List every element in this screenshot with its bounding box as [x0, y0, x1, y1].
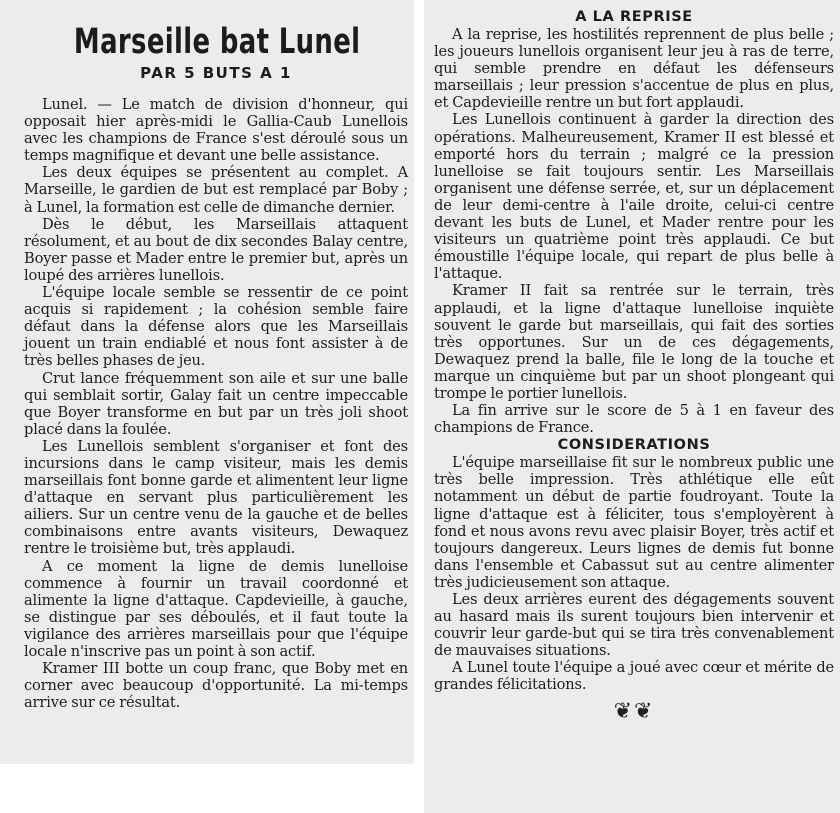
article-title: Marseille bat Lunel: [73, 22, 361, 62]
paragraph: Dès le début, les Marseillais attaquent résolument, et au bout de dix secondes Balay centre, Boyer passe et Mader entre le premier but, après un loupé des arrières lunellois.: [24, 215, 408, 284]
article-subtitle: PAR 5 BUTS A 1: [140, 64, 292, 82]
article-column-right: [424, 0, 840, 813]
paragraph: A ce moment la ligne de demis lunelloise commence à fournir un travail coordonné et alimente la ligne d'attaque. Capdevieille, à gauche, se distingue par ses déboulés, et il faut toute la vigilance des arrières marseillais pour que l'équipe locale n'inscrive pas un point à son actif.: [24, 557, 408, 660]
paragraph: Kramer III botte un coup franc, que Boby met en corner avec beaucoup d'opportunité. La mi-temps arrive sur ce résultat.: [24, 660, 408, 712]
paragraph: Kramer II fait sa rentrée sur le terrain, très applaudi, et la ligne d'attaque lunelloise inquiète souvent le garde but marseillais, qui fait des sorties très opportunes. Sur un de ces dégagements, Dewaquez prend la balle, file le long de la touche et marque un cinquième but par un shoot plongeant qui trompe le portier lunellois.: [434, 282, 834, 402]
paragraph: Les deux équipes se présentent au complet. A Marseille, le gardien de but est remplacé par Boby ; à Lunel, la formation est celle de dimanche dernier.: [24, 164, 408, 216]
section-heading-considerations: CONSIDERATIONS: [557, 437, 711, 454]
paragraph: Les deux arrières eurent des dégagements souvent au hasard mais ils surent toujours bien intervenir et couvrir leur garde-but qui se tira très convenablement de mauvaises situations.: [434, 591, 834, 660]
paragraph: Lunel. — Le match de division d'honneur, qui opposait hier après-midi le Gallia-Caub Lunellois avec les champions de France s'est déroulé sous un temps magnifique et devant une belle assistance.: [24, 96, 408, 165]
paragraph: Les Lunellois continuent à garder la direction des opérations. Malheureusement, Kramer II est blessé et emporté hors du terrain ; malgré ce la pression lunelloise se fait toujours sentir. Les Marseillais organisent une défense serrée, et, sur un déplacement de leur demi-centre à l'aile droite, celui-ci centre devant les buts de Lunel, et Mader rentre pour les visiteurs un quatrième point très applaudi. Ce but émoustille l'équipe locale, qui repart de plus belle à l'attaque.: [434, 111, 834, 283]
paragraph: L'équipe locale semble se ressentir de ce point acquis si rapidement ; la cohésion semble faire défaut dans la défense alors que les Marseillais jouent un train endiablé et nous font assister à de très belles phases de jeu.: [24, 284, 408, 370]
paragraph: La fin arrive sur le score de 5 à 1 en faveur des champions de France.: [434, 402, 834, 437]
paragraph: Les Lunellois semblent s'organiser et font des incursions dans le camp visiteur, mais les demis marseillais font bonne garde et alimentent leur ligne d'attaque en servant plus particulièrement les ailiers. Sur un centre venu de la gauche et de belles combinaisons entre avants visiteurs, Dewaquez rentre le troisième but, très applaudi.: [24, 437, 408, 558]
paragraph: A Lunel toute l'équipe a joué avec cœur et mérite de grandes félicitations.: [434, 659, 834, 694]
paragraph: L'équipe marseillaise fit sur le nombreux public une très belle impression. Très athlétique elle eût notamment un début de partie foudroyant. Toute la ligne d'attaque est à féliciter, tous s'employèrent à fond et nous avons revu avec plaisir Boyer, très actif et toujours dangereux. Leurs lignes de demis fut bonne dans l'ensemble et Cabassut sut au centre alimenter très judicieusement son attaque.: [434, 454, 834, 591]
paragraph: Crut lance fréquemment son aile et sur une balle qui semblait sortir, Galay fait un centre impeccable que Boyer transforme en but par un très joli shoot placé dans la foulée.: [24, 369, 408, 438]
fleuron-ornament-icon: ❦❦: [613, 698, 655, 724]
paragraph: A la reprise, les hostilités reprennent de plus belle ; les joueurs lunellois organisent leur jeu à ras de terre, qui semble prendre en défaut les défenseurs marseillais ; leur pression s'accentue de plus en plus, et Capdevieille rentre un but fort applaudi.: [434, 26, 834, 112]
article-column-left: [0, 0, 414, 764]
section-heading-reprise: A LA REPRISE: [575, 9, 693, 25]
